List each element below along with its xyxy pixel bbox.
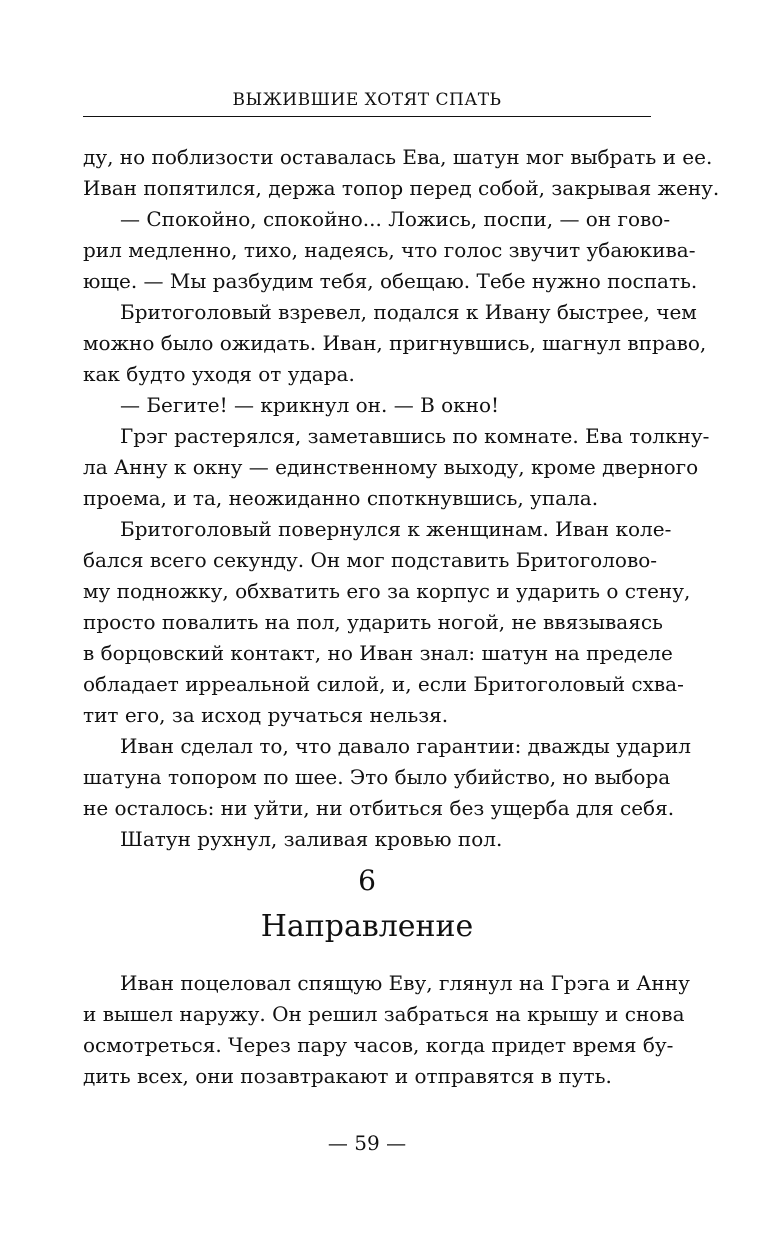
text-line: тит его, за исход ручаться нельзя.	[83, 703, 449, 727]
paragraph	[83, 297, 707, 390]
paragraph	[83, 731, 691, 824]
text-line: Бритоголовый взревел, подался к Ивану быстрее, чем	[120, 300, 697, 324]
text-line: можно было ожидать. Иван, пригнувшись, шагнул вправо,	[83, 331, 707, 355]
text-line: проема, и та, неожиданно споткнувшись, упала.	[83, 486, 599, 510]
text-line: не осталось: ни уйти, ни отбиться без ущерба для себя.	[83, 796, 675, 820]
text-line: ду, но поблизости оставалась Ева, шатун мог выбрать и ее.	[83, 145, 713, 169]
text-line: как будто уходя от удара.	[83, 362, 355, 386]
paragraph	[83, 968, 690, 1092]
text-line: просто повалить на пол, ударить ногой, не ввязываясь	[83, 610, 663, 634]
text-line: осмотреться. Через пару часов, когда придет время бу-	[83, 1033, 674, 1057]
paragraph	[83, 142, 720, 204]
text-line: бался всего секунду. Он мог подставить Бритоголово-	[83, 548, 658, 572]
text-line: — Бегите! — крикнул он. — В окно!	[120, 393, 500, 417]
body-text	[83, 142, 720, 855]
text-line: Бритоголовый повернулся к женщинам. Иван коле-	[120, 517, 672, 541]
text-line: Шатун рухнул, заливая кровью пол.	[120, 827, 503, 851]
chapter-title: Направление	[260, 909, 474, 944]
text-line: рил медленно, тихо, надеясь, что голос звучит убаюкива-	[83, 238, 696, 262]
text-line: Иван попятился, держа топор перед собой, закрывая жену.	[83, 176, 720, 200]
paragraph	[83, 824, 651, 855]
running-head: ВЫЖИВШИЕ ХОТЯТ СПАТЬ	[232, 90, 502, 110]
text-line: Иван сделал то, что давало гарантии: дважды ударил	[120, 734, 691, 758]
text-line: юще. — Мы разбудим тебя, обещаю. Тебе нужно поспать.	[83, 269, 698, 293]
text-line: обладает ирреальной силой, и, если Бритоголовый схва-	[83, 672, 684, 696]
paragraph	[83, 514, 691, 731]
text-line: шатуна топором по шее. Это было убийство, но выбора	[83, 765, 671, 789]
paragraph	[83, 421, 710, 514]
chapter-number: 6	[358, 864, 376, 897]
text-line: Иван поцеловал спящую Еву, глянул на Грэга и Анну	[120, 971, 690, 995]
text-line: ла Анну к окну — единственному выходу, кроме дверного	[83, 455, 699, 479]
text-line: в борцовский контакт, но Иван знал: шатун на пределе	[83, 641, 673, 665]
text-line: му подножку, обхватить его за корпус и ударить о стену,	[83, 579, 691, 603]
paragraph	[83, 204, 698, 297]
header-rule	[83, 116, 651, 117]
paragraph	[83, 390, 651, 421]
text-line: Грэг растерялся, заметавшись по комнате. Ева толкну-	[120, 424, 710, 448]
text-line: дить всех, они позавтракают и отправятся в путь.	[83, 1064, 612, 1088]
text-line: и вышел наружу. Он решил забраться на крышу и снова	[83, 1002, 685, 1026]
page-number: — 59 —	[327, 1131, 407, 1155]
text-line: — Спокойно, спокойно... Ложись, поспи, — он гово-	[120, 207, 671, 231]
chapter-body	[83, 968, 690, 1092]
